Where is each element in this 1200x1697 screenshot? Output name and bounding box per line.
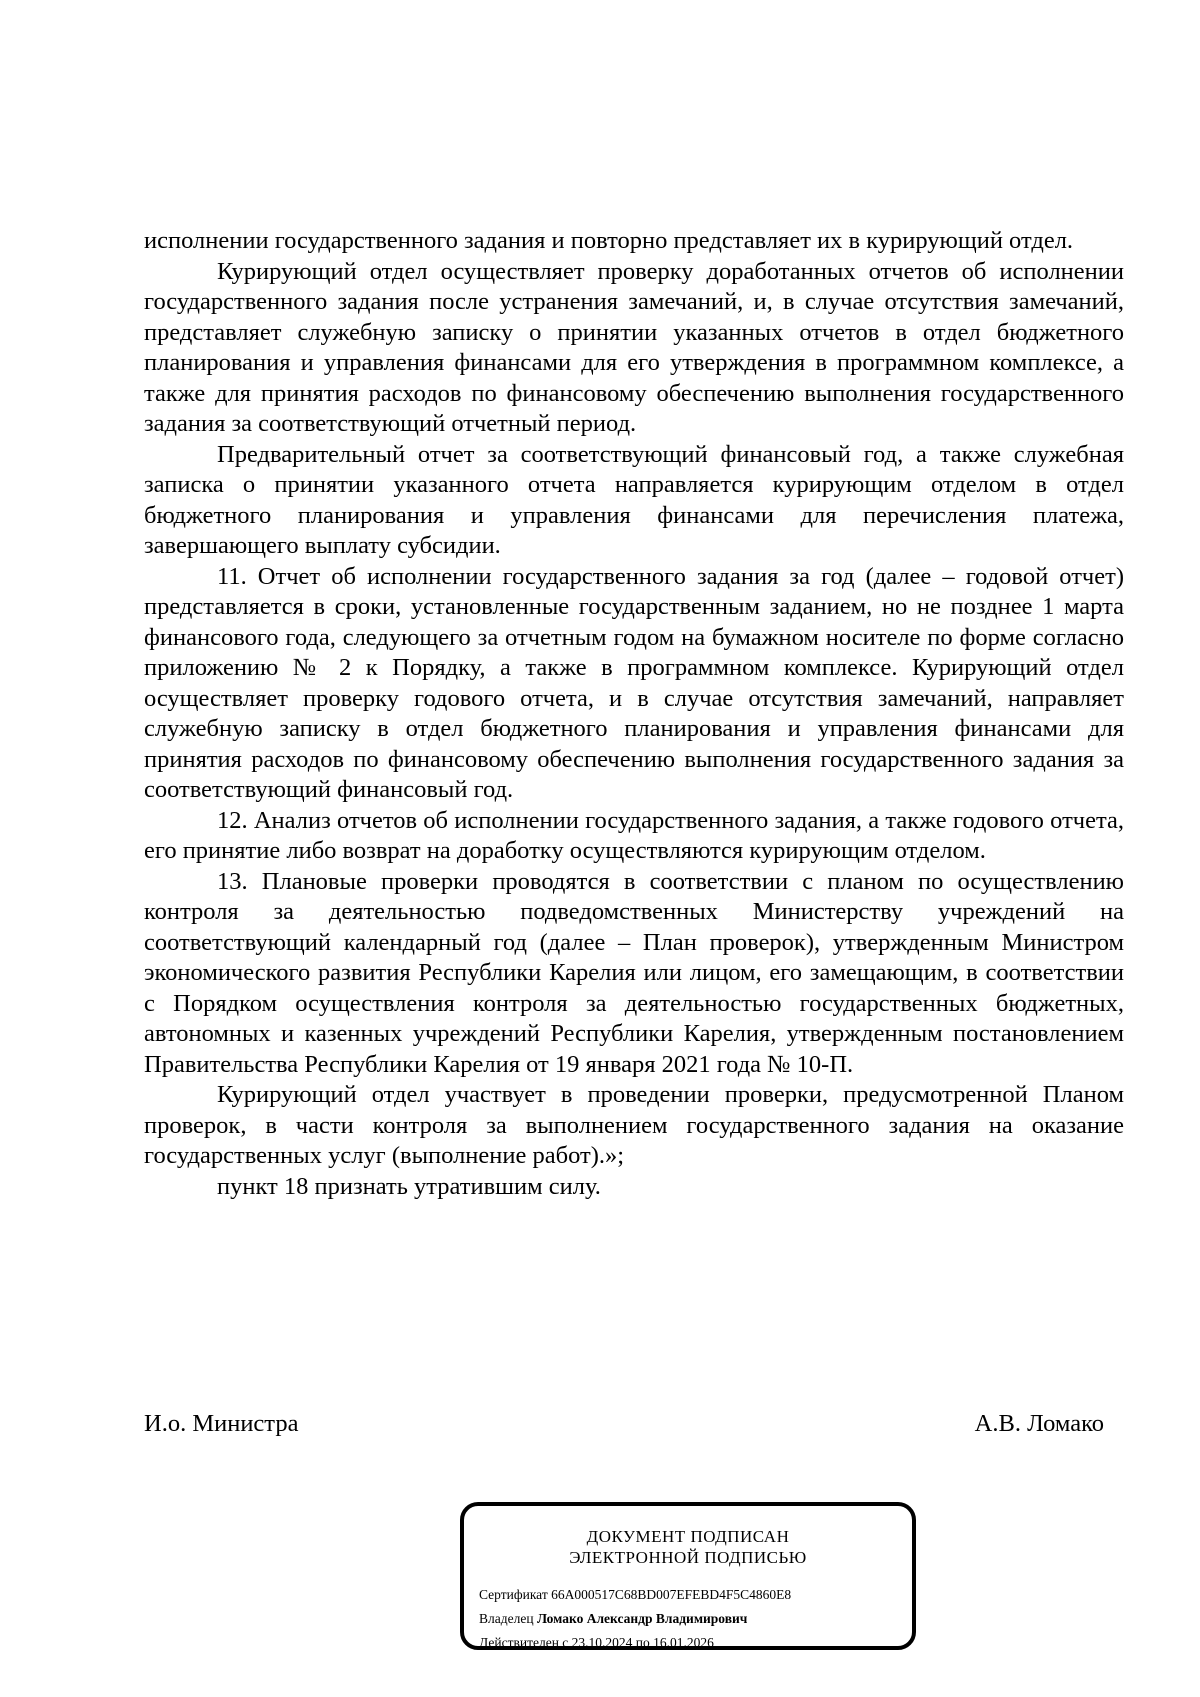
stamp-certificate <box>479 1586 791 1604</box>
valid-from: 23.10.2024 <box>571 1635 633 1650</box>
valid-label: Действителен с <box>479 1635 569 1650</box>
certificate-value: 66A000517C68BD007EFEBD4F5C4860E8 <box>551 1587 792 1602</box>
paragraph: 11. Отчет об исполнении государственного задания за год (далее – годовой отчет) представляется в сроки, установленные государственным заданием, но не позднее 1 марта финансового года, следующего за отчетным годом на бумажном носителе по форме согласно приложению № 2 к Порядку, а также в программном комплексе. Курирующий отдел осуществляет проверку годового отчета, и в случае отсутствия замечаний, направляет служебную записку в отдел бюджетного планирования и управления финансами для принятия расходов по финансовому обеспечению выполнения государственного задания за соответствующий финансовый год. <box>144 562 1124 803</box>
paragraph: пункт 18 признать утратившим силу. <box>217 1172 601 1200</box>
valid-to: 16.01.2026 <box>653 1635 714 1650</box>
paragraph: Предварительный отчет за соответствующий финансовый год, а также служебная записка о принятии указанного отчета направляется курирующим отделом в отдел бюджетного планирования и управления финансами для перечисления платежа, завершающего выплату субсидии. <box>144 440 1124 559</box>
paragraph: 13. Плановые проверки проводятся в соответствии с планом по осуществлению контроля за деятельностью подведомственных Министерству учреждений на соответствующий календарный год (далее – План проверок), утвержденным Министром экономического развития Республики Карелия или лицом, его замещающим, в соответствии с Порядком осуществления контроля за деятельностью государственных бюджетных, автономных и казенных учреждений Республики Карелия, утвержденным постановлением Правительства Республики Карелия от 19 января 2021 года № 10-П. <box>144 867 1124 1078</box>
valid-to-label: по <box>635 1635 650 1650</box>
paragraph: исполнении государственного задания и повторно представляет их в курирующий отдел. <box>144 227 1074 254</box>
stamp-validity <box>479 1634 714 1652</box>
document-body <box>144 226 1124 1202</box>
electronic-signature-stamp <box>460 1502 916 1650</box>
paragraph: 12. Анализ отчетов об исполнении государственного задания, а также годового отчета, его принятие либо возврат на доработку осуществляются курирующим отделом. <box>144 806 1124 864</box>
stamp-title-line1: ДОКУМЕНТ ПОДПИСАН <box>586 1527 790 1546</box>
paragraph: Курирующий отдел участвует в проведении проверки, предусмотренной Планом проверок, в части контроля за выполнением государственного задания на оказание государственных услуг (выполнение работ).»; <box>144 1081 1124 1169</box>
signatory-name: А.В. Ломако <box>974 1410 1104 1437</box>
stamp-title-line2: ЭЛЕКТРОННОЙ ПОДПИСЬЮ <box>569 1548 807 1567</box>
owner-label: Владелец <box>479 1611 534 1626</box>
certificate-label: Сертификат <box>479 1587 548 1602</box>
owner-value: Ломако Александр Владимирович <box>536 1611 748 1626</box>
paragraph: Курирующий отдел осуществляет проверку доработанных отчетов об исполнении государственного задания после устранения замечаний, и, в случае отсутствия замечаний, представляет служебную записку о принятии указанных отчетов в отдел бюджетного планирования и управления финансами для его утверждения в программном комплексе, а также для принятия расходов по финансовому обеспечению выполнения государственного задания за соответствующий отчетный период. <box>144 257 1124 437</box>
stamp-owner <box>479 1610 747 1628</box>
signatory-position: И.о. Министра <box>144 1410 299 1437</box>
